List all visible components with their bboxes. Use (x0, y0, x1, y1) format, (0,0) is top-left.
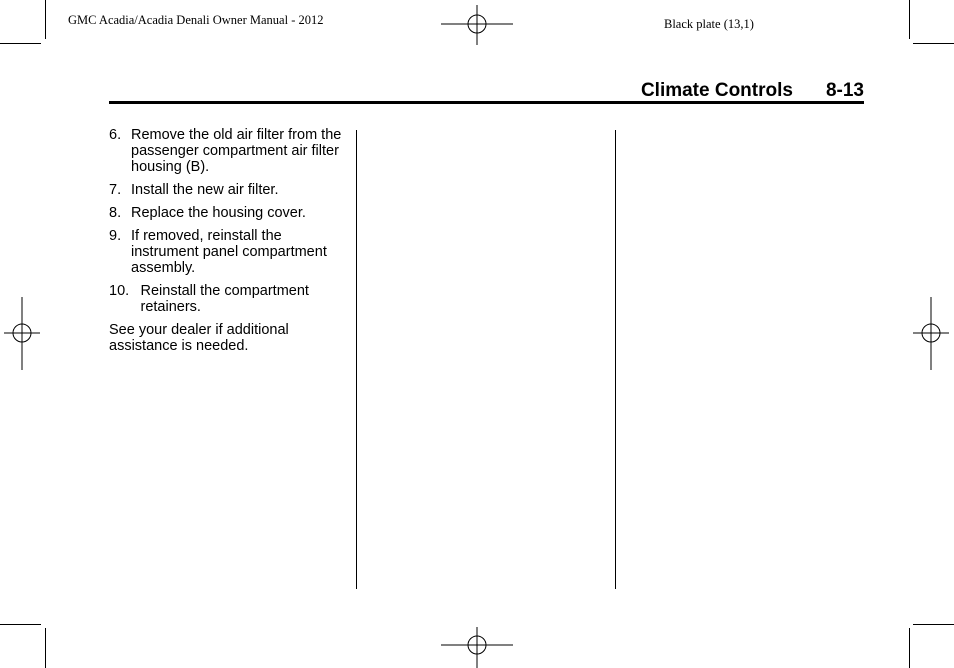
crop-mark (913, 43, 954, 44)
column-divider (356, 130, 357, 589)
step-text: Reinstall the compartment retainers. (140, 283, 309, 316)
crop-mark (909, 628, 910, 668)
step-number: 10. (109, 283, 130, 299)
step-text: If removed, reinstall the instrument panel compartment assembly. (131, 227, 327, 277)
header-rule (109, 101, 864, 104)
list-item (109, 127, 349, 176)
list-item (109, 228, 349, 277)
section-title: Climate Controls (640, 80, 793, 101)
dealer-note: See your dealer if additional assistance is needed. (109, 322, 289, 355)
step-number: 9. (109, 227, 122, 244)
registration-mark-bottom (441, 627, 513, 668)
page-header (641, 80, 864, 102)
crop-mark (0, 624, 41, 625)
crop-mark (909, 0, 910, 39)
manual-title: GMC Acadia/Acadia Denali Owner Manual - 2012 (68, 13, 324, 27)
step-number: 8. (109, 205, 122, 221)
crop-mark (0, 43, 41, 44)
registration-mark-top (441, 5, 513, 45)
page-number: 8-13 (825, 80, 864, 101)
step-text: Replace the housing cover. (131, 205, 306, 221)
step-number: 6. (109, 127, 122, 143)
crop-mark (45, 628, 46, 668)
step-text: Remove the old air filter from the passenger compartment air filter housing (B). (131, 127, 342, 176)
list-item (109, 283, 349, 315)
step-number: 7. (109, 182, 122, 199)
instructions-column (109, 127, 349, 354)
column-divider (615, 130, 616, 589)
crop-mark (45, 0, 46, 39)
list-item (109, 205, 349, 221)
list-item (109, 182, 349, 198)
step-text: Install the new air filter. (131, 182, 279, 199)
registration-mark-left (4, 297, 40, 370)
crop-mark (913, 624, 954, 625)
plate-info: Black plate (13,1) (664, 17, 754, 31)
registration-mark-right (913, 297, 949, 370)
